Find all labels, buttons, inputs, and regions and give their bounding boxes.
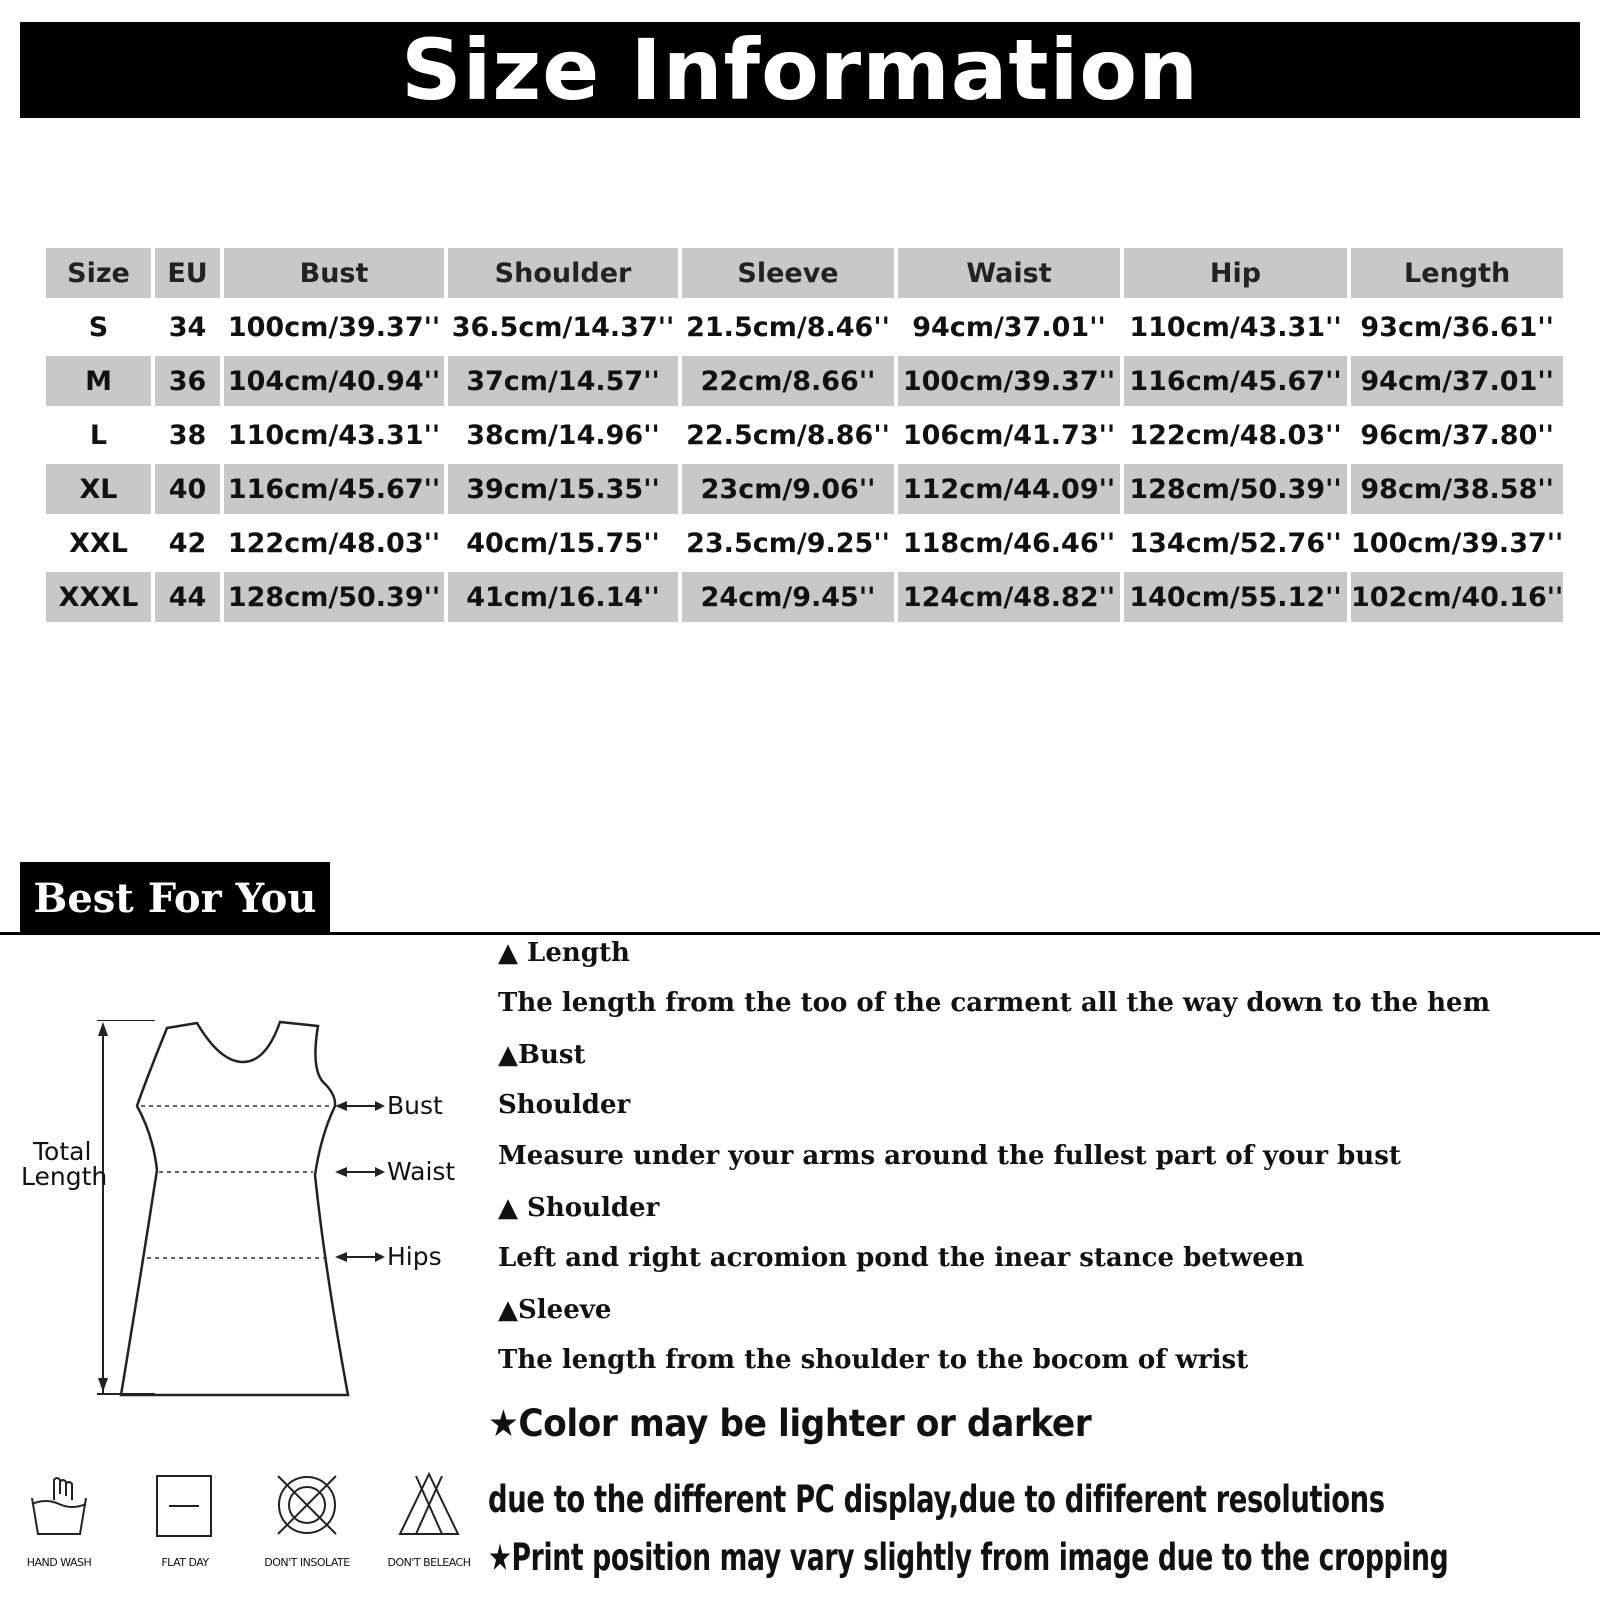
dont-insolate-icon bbox=[272, 1470, 342, 1540]
table-cell: Size bbox=[46, 248, 151, 298]
table-cell: 118cm/46.46'' bbox=[902, 527, 1116, 559]
table-cell: 140cm/55.12'' bbox=[1124, 572, 1347, 622]
title-banner bbox=[20, 22, 1580, 118]
hand-wash-icon bbox=[24, 1470, 94, 1540]
section-divider bbox=[0, 932, 1600, 935]
table-row bbox=[46, 356, 1563, 406]
table-header-row bbox=[46, 248, 1563, 298]
bust-label: Bust bbox=[387, 1091, 443, 1120]
length-heading: ▲ Length bbox=[498, 938, 630, 968]
total-label-line1: Total bbox=[33, 1137, 92, 1166]
best-for-you-tab bbox=[20, 862, 330, 934]
table-cell: 128cm/50.39'' bbox=[1124, 464, 1347, 514]
care-hand-wash bbox=[4, 1470, 114, 1569]
table-cell: 37cm/14.57'' bbox=[448, 356, 678, 406]
dress-measurement-diagram bbox=[15, 1020, 475, 1440]
best-for-you-label: Best For You bbox=[33, 874, 317, 922]
table-cell: 122cm/48.03'' bbox=[227, 527, 441, 559]
table-cell: 44 bbox=[155, 572, 220, 622]
care-dont-bleach bbox=[374, 1470, 484, 1569]
table-cell: 22cm/8.66'' bbox=[682, 356, 894, 406]
table-cell: 134cm/52.76'' bbox=[1129, 527, 1342, 559]
shoulder-text: Left and right acromion pond the inear stance between bbox=[498, 1243, 1305, 1273]
shoulder-heading: ▲ Shoulder bbox=[498, 1193, 660, 1223]
table-row bbox=[46, 410, 1563, 460]
dress-outline bbox=[121, 1022, 348, 1395]
table-cell: 38 bbox=[168, 419, 207, 451]
table-row bbox=[46, 464, 1563, 514]
size-chart-table bbox=[42, 244, 1567, 626]
table-cell: 23cm/9.06'' bbox=[682, 464, 894, 514]
table-cell: 39cm/15.35'' bbox=[448, 464, 678, 514]
table-cell: 34 bbox=[168, 311, 207, 343]
care-dont-insolate bbox=[252, 1470, 362, 1569]
table-cell: Shoulder bbox=[448, 248, 678, 298]
color-note-line2: due to the different PC display,due to dififerent resolutions bbox=[488, 1478, 1385, 1521]
table-cell: 122cm/48.03'' bbox=[1129, 419, 1342, 451]
table-cell: 116cm/45.67'' bbox=[1124, 356, 1347, 406]
table-cell: 24cm/9.45'' bbox=[682, 572, 894, 622]
care-label: HAND WASH bbox=[26, 1556, 92, 1569]
table-cell: 93cm/36.61'' bbox=[1360, 311, 1554, 343]
table-cell: XXXL bbox=[46, 572, 151, 622]
table-cell: 21.5cm/8.46'' bbox=[686, 311, 890, 343]
table-row bbox=[46, 572, 1563, 622]
table-cell: 36 bbox=[155, 356, 220, 406]
table-cell: 98cm/38.58'' bbox=[1351, 464, 1563, 514]
table-cell: 124cm/48.82'' bbox=[898, 572, 1120, 622]
bust-text: Measure under your arms around the fullest part of your bust bbox=[498, 1141, 1401, 1171]
table-cell: Hip bbox=[1124, 248, 1347, 298]
care-label: DON'T BELEACH bbox=[387, 1556, 471, 1569]
care-label: DON'T INSOLATE bbox=[264, 1556, 350, 1569]
table-row bbox=[46, 518, 1563, 568]
table-cell: 36.5cm/14.37'' bbox=[451, 311, 675, 343]
table-cell: 94cm/37.01'' bbox=[1351, 356, 1563, 406]
table-cell: 100cm/39.37'' bbox=[898, 356, 1120, 406]
table-cell: 40 bbox=[155, 464, 220, 514]
table-cell: L bbox=[89, 419, 108, 451]
table-cell: XXL bbox=[69, 527, 128, 559]
bust-extra: Shoulder bbox=[498, 1090, 631, 1120]
table-cell: Sleeve bbox=[682, 248, 894, 298]
table-cell: 42 bbox=[168, 527, 207, 559]
table-cell: 106cm/41.73'' bbox=[902, 419, 1116, 451]
table-cell: 41cm/16.14'' bbox=[448, 572, 678, 622]
care-flat-dry bbox=[130, 1470, 240, 1569]
table-cell: S bbox=[88, 311, 109, 343]
sleeve-text: The length from the shoulder to the bocom of wrist bbox=[498, 1345, 1249, 1375]
table-cell: XL bbox=[46, 464, 151, 514]
waist-label: Waist bbox=[387, 1157, 456, 1186]
table-cell: 100cm/39.37'' bbox=[227, 311, 441, 343]
care-label: FLAT DAY bbox=[161, 1556, 209, 1569]
table-cell: Bust bbox=[224, 248, 444, 298]
table-cell: 110cm/43.31'' bbox=[227, 419, 441, 451]
sleeve-heading: ▲Sleeve bbox=[498, 1295, 612, 1325]
table-cell: 38cm/14.96'' bbox=[466, 419, 660, 451]
table-cell: 112cm/44.09'' bbox=[898, 464, 1120, 514]
table-cell: 104cm/40.94'' bbox=[224, 356, 444, 406]
length-text: The length from the too of the carment all the way down to the hem bbox=[498, 988, 1491, 1018]
bust-heading: ▲Bust bbox=[498, 1040, 586, 1070]
table-cell: 116cm/45.67'' bbox=[224, 464, 444, 514]
hips-label: Hips bbox=[387, 1242, 442, 1271]
page-title: Size Information bbox=[401, 21, 1199, 119]
table-cell: EU bbox=[155, 248, 220, 298]
print-note: ★Print position may vary slightly from image due to the cropping bbox=[488, 1536, 1449, 1579]
flat-dry-icon bbox=[150, 1470, 220, 1540]
total-label-line2: Length bbox=[21, 1162, 108, 1191]
table-cell: 94cm/37.01'' bbox=[912, 311, 1106, 343]
table-cell: M bbox=[46, 356, 151, 406]
table-row bbox=[46, 302, 1563, 352]
table-cell: Length bbox=[1351, 248, 1563, 298]
table-cell: 96cm/37.80'' bbox=[1360, 419, 1554, 451]
color-note-line1: ★Color may be lighter or darker bbox=[488, 1402, 1092, 1445]
table-cell: 40cm/15.75'' bbox=[466, 527, 660, 559]
table-cell: 110cm/43.31'' bbox=[1129, 311, 1342, 343]
table-cell: 102cm/40.16'' bbox=[1351, 572, 1563, 622]
table-cell: 128cm/50.39'' bbox=[224, 572, 444, 622]
table-cell: Waist bbox=[898, 248, 1120, 298]
table-cell: 22.5cm/8.86'' bbox=[686, 419, 890, 451]
table-cell: 100cm/39.37'' bbox=[1351, 527, 1564, 559]
table-cell: 23.5cm/9.25'' bbox=[686, 527, 890, 559]
dont-bleach-icon bbox=[394, 1470, 464, 1540]
